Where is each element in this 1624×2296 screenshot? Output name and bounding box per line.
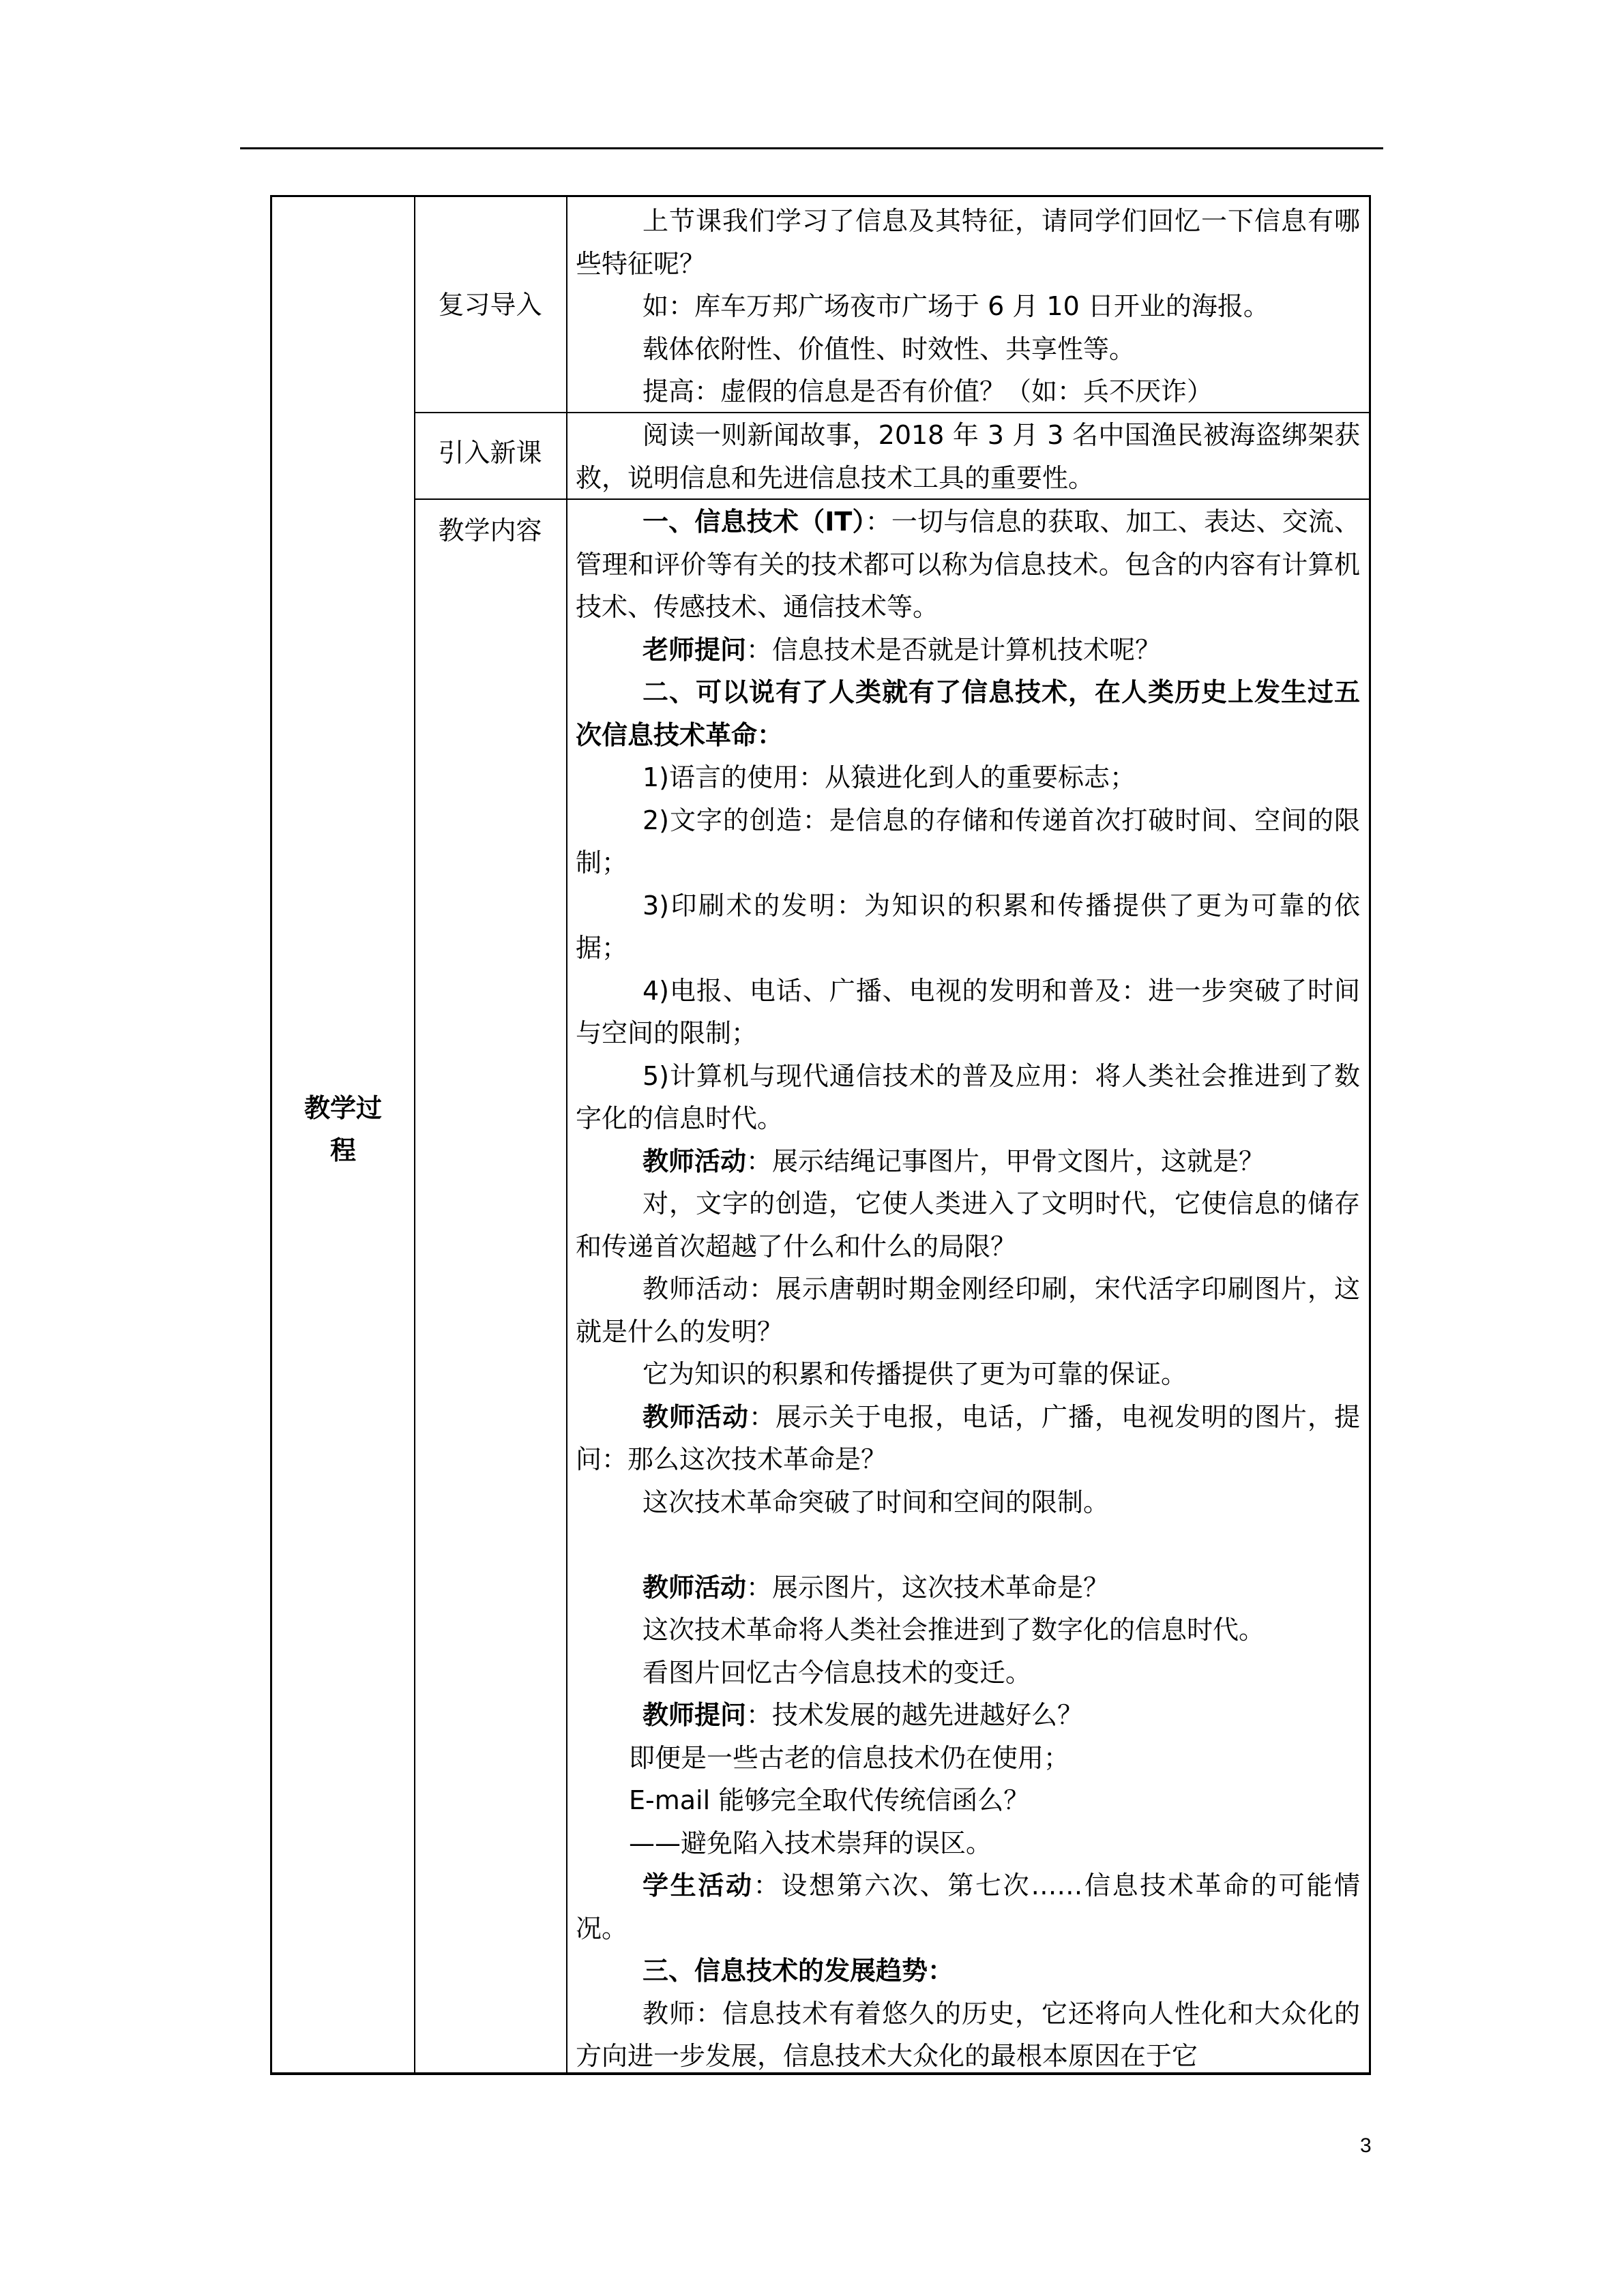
row-label-review: 复习导入	[438, 290, 542, 320]
paragraph: 1)语言的使用：从猿进化到人的重要标志；	[643, 762, 1136, 792]
page-number: 3	[1360, 2134, 1372, 2157]
paragraph: 5)计算机与现代通信技术的普及应用：将人类社会推进到了数字化的信息时代。	[576, 1060, 1360, 1133]
paragraph: 上节课我们学习了信息及其特征，请同学们回忆一下信息有哪些特征呢？	[576, 206, 1360, 279]
paragraph: 如：库车万邦广场夜市广场于 6 月 10 日开业的海报。	[643, 291, 1269, 321]
paragraph: 4)电报、电话、广播、电视的发明和普及：进一步突破了时间与空间的限制；	[576, 975, 1360, 1048]
row-label-content: 教学内容	[438, 516, 542, 546]
paragraph: 提高：虚假的信息是否有价值？（如：兵不厌诈）	[643, 376, 1213, 406]
paragraph: 3)印刷术的发明：为知识的积累和传播提供了更为可靠的依据；	[576, 890, 1360, 963]
section-label: 教学过 程	[304, 1093, 382, 1165]
paragraph: 即便是一些古老的信息技术仍在使用；	[629, 1742, 1070, 1773]
paragraph: 看图片回忆古今信息技术的变迁。	[643, 1657, 1032, 1688]
paragraph: 二、可以说有了人类就有了信息技术，在人类历史上发生过五次信息技术革命：	[576, 677, 1360, 750]
paragraph: 教师：信息技术有着悠久的历史，它还将向人性化和大众化的方向进一步发展，信息技术大众化的最根本原因在于它	[576, 1998, 1360, 2071]
header-rule	[240, 147, 1383, 149]
column-divider	[566, 197, 567, 2072]
paragraph: 这次技术革命将人类社会推进到了数字化的信息时代。	[643, 1615, 1265, 1645]
blank-line	[576, 1523, 1360, 1566]
row-content-teaching	[576, 501, 1360, 2078]
row-label-intro: 引入新课	[438, 438, 542, 468]
paragraph: 一、信息技术（IT）：一切与信息的获取、加工、表达、交流、管理和评价等有关的技术都可以称为信息技术。包含的内容有计算机技术、传感技术、通信技术等。	[576, 507, 1360, 622]
paragraph: 对，文字的创造，它使人类进入了文明时代，它使信息的储存和传递首次超越了什么和什么的局限？	[576, 1189, 1360, 1262]
paragraph: 2)文字的创造：是信息的存储和传递首次打破时间、空间的限制；	[576, 805, 1360, 878]
row-content-review	[576, 200, 1360, 413]
paragraph: 它为知识的积累和传播提供了更为可靠的保证。	[643, 1359, 1187, 1389]
paragraph: 教师活动：展示结绳记事图片，甲骨文图片，这就是？	[643, 1146, 1265, 1176]
paragraph: 老师提问：信息技术是否就是计算机技术呢？	[643, 634, 1162, 665]
paragraph: 载体依附性、价值性、时效性、共享性等。	[643, 333, 1136, 364]
paragraph: 学生活动：设想第六次、第七次……信息技术革命的可能情况。	[576, 1870, 1360, 1943]
column-divider	[414, 197, 415, 2072]
paragraph: 阅读一则新闻故事，2018 年 3 月 3 名中国渔民被海盗绑架获救，说明信息和先进信息技术工具的重要性。	[576, 420, 1360, 493]
paragraph: ——避免陷入技术崇拜的误区。	[629, 1828, 992, 1858]
paragraph: 三、信息技术的发展趋势：	[643, 1956, 954, 1986]
paragraph: 教师活动：展示关于电报，电话，广播，电视发明的图片，提问：那么这次技术革命是？	[576, 1401, 1360, 1474]
paragraph: E-mail 能够完全取代传统信函么？	[629, 1785, 1030, 1815]
row-content-intro	[576, 414, 1360, 499]
paragraph: 教师活动：展示图片，这次技术革命是？	[643, 1572, 1110, 1602]
paragraph: 教师活动：展示唐朝时期金刚经印刷，宋代活字印刷图片，这就是什么的发明？	[576, 1274, 1360, 1347]
lesson-table	[270, 195, 1371, 2075]
paragraph: 这次技术革命突破了时间和空间的限制。	[643, 1487, 1110, 1517]
paragraph: 教师提问：技术发展的越先进越好么？	[643, 1700, 1084, 1730]
